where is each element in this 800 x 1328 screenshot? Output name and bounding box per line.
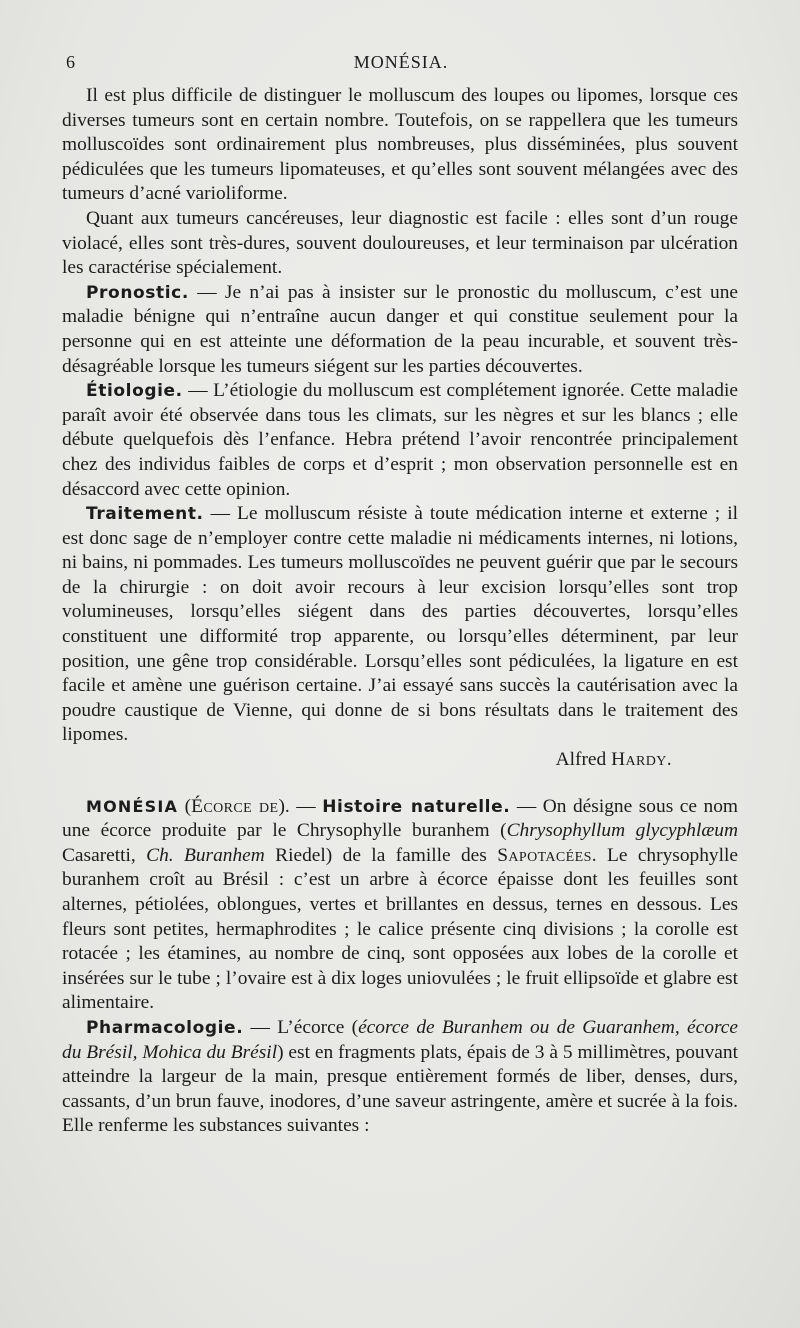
paragraph-pharmacologie bbox=[62, 1016, 738, 1139]
paragraph-pronostic bbox=[62, 281, 738, 379]
paragraph-monesia-histoire bbox=[62, 795, 738, 1016]
heading-traitement: Traitement. bbox=[86, 504, 204, 525]
running-title: MONÉSIA. bbox=[353, 52, 449, 72]
latin-name-glycyphlaeum: Chrysophyllum glycyphlæum bbox=[506, 820, 738, 842]
author-first-name: Alfred bbox=[555, 749, 612, 771]
body-text bbox=[62, 84, 738, 1139]
author-last-name: Hardy. bbox=[611, 749, 672, 771]
paragraph-text: — On désigne sous ce nom une écorce produite par le Chrysophylle buranhem ( bbox=[62, 795, 738, 842]
title-paren-close: ). — bbox=[278, 795, 323, 817]
paragraph-etiologie bbox=[62, 379, 738, 502]
author-signature bbox=[62, 748, 738, 773]
paragraph-text: ) est en fragments plats, épais de 3 à 5 millimètres, pouvant atteindre la largeur de la main, presque entièrement formés de liber, denses, durs, cassants, d’un brun fauve, inodores, d’une saveur astringente, amère et sucrée à la fois. Elle renferme les substances suivantes : bbox=[62, 1041, 738, 1137]
page-header bbox=[62, 52, 740, 78]
paragraph-text: Casaretti, bbox=[62, 844, 147, 866]
paragraph-differential-cancer bbox=[62, 207, 738, 281]
title-ecorce-de: Écorce de bbox=[191, 795, 279, 817]
paragraph-text: Quant aux tumeurs cancéreuses, leur diagnostic est facile : elles sont d’un rouge violacé, elles sont très-dures, souvent douloureuses, et leur terminaison par ulcération les caractérise spécialement. bbox=[62, 207, 738, 279]
paragraph-text: — Le molluscum résiste à toute médication interne et externe ; il est donc sage de n’employer contre cette maladie ni médicaments internes, ni lotions, ni bains, ni pommades. Les tumeurs molluscoïdes ne peuvent guérir que par le secours de la chirurgie : on doit avoir recours à leur excision lorsqu’elles sont trop volumineuses, lorsqu’elles siégent dans des parties découvertes, lorsqu’elles constituent une difformité trop apparente, ou lorsqu’elles déterminent, par leur position, une gêne trop considérable. Lorsqu’elles sont pédiculées, la ligature en est facile et amène une guérison certaine. J’ai essayé sans succès la cautérisation avec la poudre caustique de Vienne, qui donne de si bons résultats dans le traitement des lipomes. bbox=[62, 503, 738, 746]
paragraph-text: — Je n’ai pas à insister sur le pronostic du molluscum, c’est une maladie bénigne qui n’entraîne aucun danger et qui constitue seulement pour la personne qui en est atteinte une déformation de la peau incurable, et souvent très-désagréable lorsque les tumeurs siégent sur les parties découvertes. bbox=[62, 281, 738, 377]
latin-name-buranhem: Ch. Buranhem bbox=[146, 844, 265, 866]
synonyms-italic: écorce de Buranhem ou de Guaranhem, écorce du Brésil, Mohica du Brésil bbox=[62, 1016, 738, 1063]
paragraph-traitement bbox=[62, 502, 738, 748]
section-gap bbox=[62, 773, 738, 795]
heading-histoire-naturelle: Histoire naturelle. bbox=[322, 796, 511, 817]
title-paren-open: ( bbox=[178, 795, 192, 817]
paragraph-text: Riedel) de la famille des bbox=[264, 844, 498, 866]
heading-etiologie: Étiologie. bbox=[86, 381, 183, 402]
paragraph-text: Il est plus difficile de distinguer le molluscum des loupes ou lipomes, lorsque ces diverses tumeurs sont en certain nombre. Toutefois, on se rappellera que les tumeurs molluscoïdes sont ordinairement plus nombreuses, plus disséminées, plus souvent pédiculées que les tumeurs lipomateuses, et qu’elles sont souvent mélangées avec des tumeurs d’acné varioliforme. bbox=[62, 85, 738, 205]
paragraph-text: — L’écorce ( bbox=[243, 1016, 359, 1038]
paragraph-differential-lipomes bbox=[62, 84, 738, 207]
heading-pharmacologie: Pharmacologie. bbox=[86, 1017, 244, 1038]
family-sapotacees: Sapotacées bbox=[497, 844, 592, 866]
paragraph-text: . Le chrysophylle buranhem croît au Brésil : c’est un arbre à écorce épaisse dont les feuilles sont alternes, pétiolées, oblongues, vertes et brillantes en dessus, ternes en dessous. Les fleurs sont petites, hermaphrodites ; le calice présente cinq divisions ; la corolle est rotacée ; les étamines, au nombre de cinq, sont opposées aux lobes de la corolle et insérées sur le tube ; l’ovaire est à dix loges uniovulées ; le fruit ellipsoïde et glabre est alimentaire. bbox=[62, 844, 738, 1014]
paragraph-text: — L’étiologie du molluscum est complétement ignorée. Cette maladie paraît avoir été observée dans tous les climats, sur les nègres et sur les blancs ; elle débute quelquefois dès l’enfance. Hebra prétend l’avoir rencontrée principalement chez des individus faibles de corps et d’esprit ; mon observation personnelle est en désaccord avec cette opinion. bbox=[62, 380, 738, 500]
entry-title-monesia: MONÉSIA bbox=[86, 796, 179, 816]
page-number: 6 bbox=[66, 52, 76, 72]
heading-pronostic: Pronostic. bbox=[86, 282, 189, 303]
